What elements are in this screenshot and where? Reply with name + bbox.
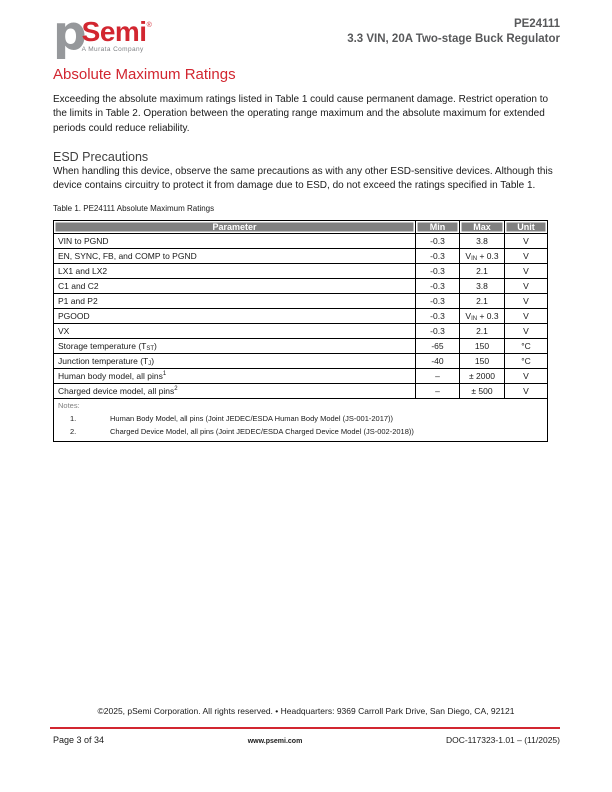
unit-cell: V — [505, 324, 548, 339]
column-header-max: Max — [460, 221, 505, 234]
notes-row — [54, 399, 548, 442]
min-cell: -0.3 — [416, 324, 460, 339]
min-cell: -0.3 — [416, 264, 460, 279]
table-row — [54, 249, 548, 264]
parameter-cell: PGOOD — [54, 309, 416, 324]
min-cell: -0.3 — [416, 309, 460, 324]
page-number: Page 3 of 34 — [53, 735, 105, 745]
min-cell: -0.3 — [416, 279, 460, 294]
parameter-cell: EN, SYNC, FB, and COMP to PGND — [54, 249, 416, 264]
product-title: 3.3 VIN, 20A Two-stage Buck Regulator — [347, 33, 560, 45]
table-row — [54, 264, 548, 279]
column-header-min: Min — [416, 221, 460, 234]
doc-number: DOC-117323-1.01 – (11/2025) — [445, 735, 560, 745]
notes-list — [58, 414, 543, 436]
registered-mark-icon: ® — [146, 22, 152, 29]
absolute-maximum-ratings-table — [53, 220, 548, 442]
main-content — [53, 64, 560, 442]
max-cell: 2.1 — [460, 294, 505, 309]
parameter-cell: Charged device model, all pins$^2$ — [54, 384, 416, 399]
note-number: 2. — [70, 427, 77, 437]
min-cell: -0.3 — [416, 294, 460, 309]
logo-text-block — [82, 12, 152, 53]
unit-cell: V — [505, 309, 548, 324]
psemi-logo — [53, 6, 152, 61]
footer-row — [53, 735, 560, 745]
unit-cell: V — [505, 279, 548, 294]
min-cell: -0.3 — [416, 249, 460, 264]
notes-label: Notes: — [58, 401, 80, 411]
section-title-absolute-maximum-ratings: Absolute Maximum Ratings — [53, 66, 236, 83]
parameter-cell: VIN to PGND — [54, 234, 416, 249]
unit-cell: °C — [505, 339, 548, 354]
unit-cell: V — [505, 234, 548, 249]
max-cell: 3.8 — [460, 279, 505, 294]
max-cell: 2.1 — [460, 324, 505, 339]
notes-cell — [54, 399, 548, 442]
table-caption: Table 1. PE24111 Absolute Maximum Ratings — [53, 204, 215, 214]
logo-semi-word: Semi — [81, 16, 147, 47]
table-row — [54, 369, 548, 384]
table-row — [54, 354, 548, 369]
max-cell: 150 — [460, 339, 505, 354]
table-row — [54, 279, 548, 294]
max-cell: $V_{IN} + 0.3$ — [460, 309, 505, 324]
max-cell: 3.8 — [460, 234, 505, 249]
table-row — [54, 309, 548, 324]
amr-section-body: Exceeding the absolute maximum ratings listed in Table 1 could cause permanent damage. Restrict operation to the limits in Table 2. Operation between the operating range maximum and the absolute maximum for extended periods could reduce reliability. — [53, 94, 549, 134]
logo-semi-text — [82, 12, 152, 45]
parameter-cell: Storage temperature $(T_{ST})$ — [54, 339, 416, 354]
column-header-unit: Unit — [505, 221, 548, 234]
header-title-block — [347, 12, 560, 47]
max-cell: ± 500 — [460, 384, 505, 399]
table-body — [54, 234, 548, 399]
note-text: Charged Device Model, all pins (Joint JEDEC/ESDA Charged Device Model (JS-002-2018)) — [110, 427, 414, 437]
min-cell: -0.3 — [416, 234, 460, 249]
table-row — [54, 324, 548, 339]
unit-cell: V — [505, 294, 548, 309]
note-item — [58, 414, 543, 423]
unit-cell: V — [505, 369, 548, 384]
table-row — [54, 294, 548, 309]
min-cell: -40 — [416, 354, 460, 369]
min-cell: -65 — [416, 339, 460, 354]
parameter-cell: VX — [54, 324, 416, 339]
parameter-cell: LX1 and LX2 — [54, 264, 416, 279]
table-row — [54, 339, 548, 354]
min-cell: – — [416, 369, 460, 384]
note-text: Human Body Model, all pins (Joint JEDEC/ESDA Human Body Model (JS-001-2017)) — [110, 414, 394, 424]
logo-tagline: A Murata Company — [81, 46, 144, 53]
page-header — [53, 6, 560, 61]
website-link[interactable]: www.psemi.com — [247, 738, 303, 745]
unit-cell: V — [505, 264, 548, 279]
unit-cell: V — [505, 249, 548, 264]
note-number: 1. — [70, 414, 77, 424]
footer-copyright: ©2025, pSemi Corporation. All rights reserved. • Headquarters: 9369 Carroll Park Drive, San Diego, CA, 92121 — [97, 706, 515, 716]
unit-cell: V — [505, 384, 548, 399]
parameter-cell: Junction temperature $(T_J)$ — [54, 354, 416, 369]
psemi-p-icon: p — [53, 6, 86, 61]
max-cell: 2.1 — [460, 264, 505, 279]
note-item — [58, 427, 543, 436]
parameter-cell: Human body model, all pins$^1$ — [54, 369, 416, 384]
table-row — [54, 384, 548, 399]
min-cell: – — [416, 384, 460, 399]
max-cell: ± 2000 — [460, 369, 505, 384]
unit-cell: °C — [505, 354, 548, 369]
column-header-parameter: Parameter — [54, 221, 416, 234]
part-number: PE24111 — [513, 18, 560, 30]
footer-rule — [50, 727, 560, 729]
esd-section-body: When handling this device, observe the same precautions as with any other ESD-sensitive devices. Although this device contains circuitry to protect it from damage due to ESD, do not exceed the ratings specified in Table 1. — [53, 165, 553, 192]
parameter-cell: C1 and C2 — [54, 279, 416, 294]
max-cell: 150 — [460, 354, 505, 369]
section-title-esd-precautions: ESD Precautions — [53, 149, 149, 164]
table-header-row — [54, 221, 548, 234]
table-row — [54, 234, 548, 249]
max-cell: $V_{IN} + 0.3$ — [460, 249, 505, 264]
parameter-cell: P1 and P2 — [54, 294, 416, 309]
